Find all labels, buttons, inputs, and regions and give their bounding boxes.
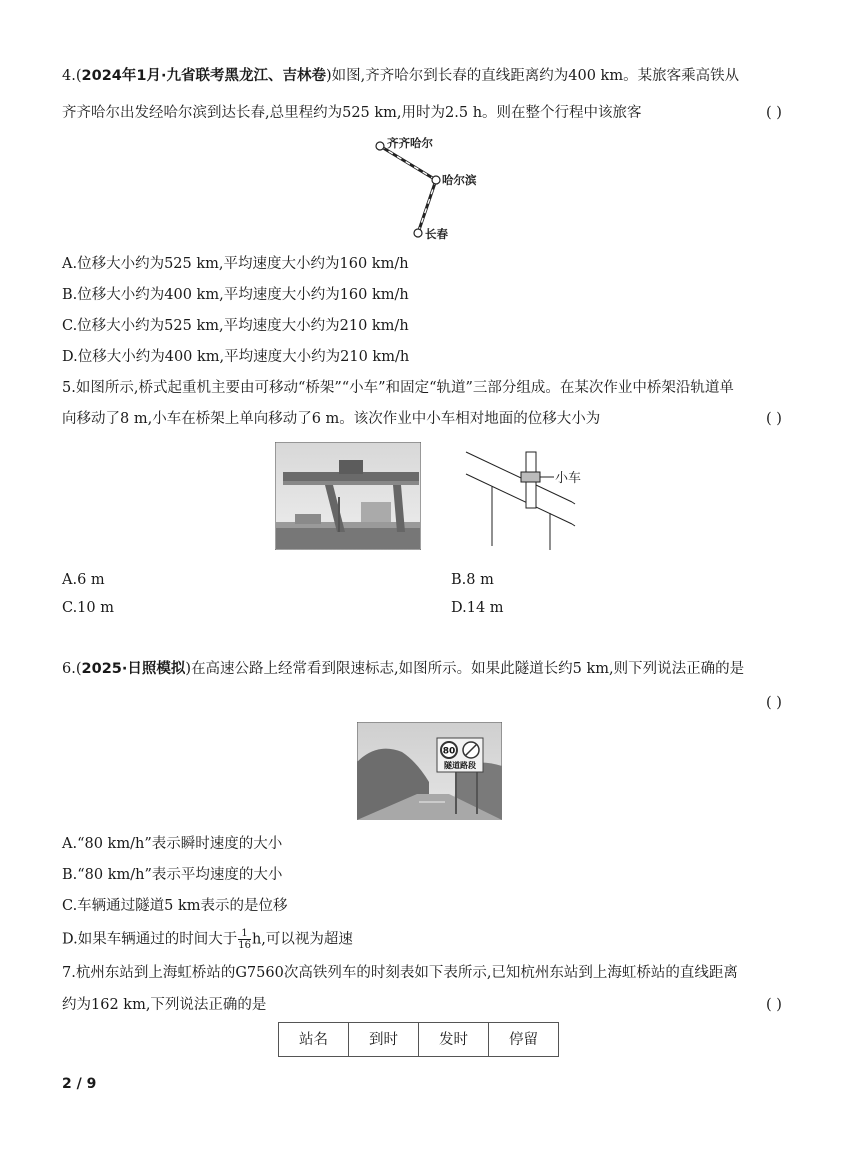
- q6-option-d-pre: D.如果车辆通过的时间大于: [62, 931, 238, 948]
- q5-answer-paren: ( ): [766, 411, 782, 427]
- q6-source-close: ): [185, 661, 192, 677]
- crane-diagram: [460, 446, 610, 554]
- train-timetable: [278, 1022, 559, 1057]
- q5-option-c: C.10 m: [62, 600, 114, 616]
- q5-option-d: D.14 m: [451, 600, 504, 616]
- q6-option-a: A.“80 km/h”表示瞬时速度的大小: [62, 836, 283, 852]
- station-changchun-dot: [414, 229, 422, 237]
- fraction: [238, 928, 251, 951]
- station-qiqihar-label: 齐齐哈尔: [387, 136, 433, 150]
- q4-text1: 如图,齐齐哈尔到长春的直线距离约为400 km。某旅客乘高铁从: [331, 68, 740, 84]
- q6-option-d: [62, 928, 353, 951]
- crane-photo: [275, 442, 421, 550]
- route-segment-2: [418, 180, 436, 233]
- q4-source-open: (: [75, 68, 82, 84]
- q6-answer-paren: ( ): [766, 695, 782, 711]
- q4-option-b: B.位移大小约为400 km,平均速度大小约为160 km/h: [62, 287, 409, 303]
- trolley-block: [521, 472, 540, 482]
- q4-text2: 齐齐哈尔出发经哈尔滨到达长春,总里程约为525 km,用时为2.5 h。则在整个行程中该旅客: [62, 105, 642, 121]
- q4-source-close: ): [325, 68, 332, 84]
- q5-text1: 5.如图所示,桥式起重机主要由可移动“桥架”“小车”和固定“轨道”三部分组成。在某次作业中桥架沿轨道单: [62, 380, 734, 396]
- q4-number: 4.: [62, 68, 76, 84]
- table-header-station: 站名: [279, 1023, 349, 1057]
- page-number: 2 / 9: [62, 1076, 97, 1092]
- q4-answer-paren: ( ): [766, 105, 782, 121]
- table-header-depart: 发时: [419, 1023, 489, 1057]
- sign-tunnel-text: 隧道路段: [444, 761, 476, 770]
- q6-option-d-post: h,可以视为超速: [251, 931, 353, 948]
- q6-option-b: B.“80 km/h”表示平均速度的大小: [62, 867, 283, 883]
- q7-text1: 7.杭州东站到上海虹桥站的G7560次高铁列车的时刻表如下表所示,已知杭州东站到上海虹桥站的直线距离: [62, 965, 738, 981]
- speed-limit-value: 80: [442, 746, 456, 757]
- q6-text1: 在高速公路上经常看到限速标志,如图所示。如果此隧道长约5 km,则下列说法正确的是: [191, 661, 745, 677]
- q5-text2: 向移动了8 m,小车在桥架上单向移动了6 m。该次作业中小车相对地面的位移大小为: [62, 411, 601, 427]
- speed-sign-photo: [357, 722, 502, 820]
- q5-option-b: B.8 m: [451, 572, 494, 588]
- table-header-arrive: 到时: [349, 1023, 419, 1057]
- q4-rail-map: [370, 134, 500, 244]
- q6-source-open: (: [75, 661, 82, 677]
- q6-line1: [62, 659, 744, 679]
- q7-text2: 约为162 km,下列说法正确的是: [62, 997, 267, 1013]
- q6-source: 2025·日照模拟: [81, 661, 186, 677]
- q4-line1: [62, 66, 739, 86]
- station-qiqihar-dot: [376, 142, 384, 150]
- q4-source: 2024年1月·九省联考黑龙江、吉林卷: [81, 68, 326, 84]
- q4-option-c: C.位移大小约为525 km,平均速度大小约为210 km/h: [62, 318, 409, 334]
- q7-answer-paren: ( ): [766, 997, 782, 1013]
- fraction-numerator: 1: [238, 928, 251, 940]
- q6-number: 6.: [62, 661, 76, 677]
- q6-option-c: C.车辆通过隧道5 km表示的是位移: [62, 898, 288, 914]
- station-changchun-label: 长春: [425, 227, 448, 241]
- fraction-denominator: 16: [238, 940, 251, 951]
- station-harbin-label: 哈尔滨: [442, 173, 477, 187]
- q4-option-a: A.位移大小约为525 km,平均速度大小约为160 km/h: [62, 256, 409, 272]
- table-header-stop: 停留: [489, 1023, 559, 1057]
- q4-option-d: D.位移大小约为400 km,平均速度大小约为210 km/h: [62, 349, 410, 365]
- station-harbin-dot: [432, 176, 440, 184]
- table-header-row: [279, 1023, 559, 1057]
- q5-option-a: A.6 m: [62, 572, 105, 588]
- trolley-label: 小车: [555, 471, 582, 486]
